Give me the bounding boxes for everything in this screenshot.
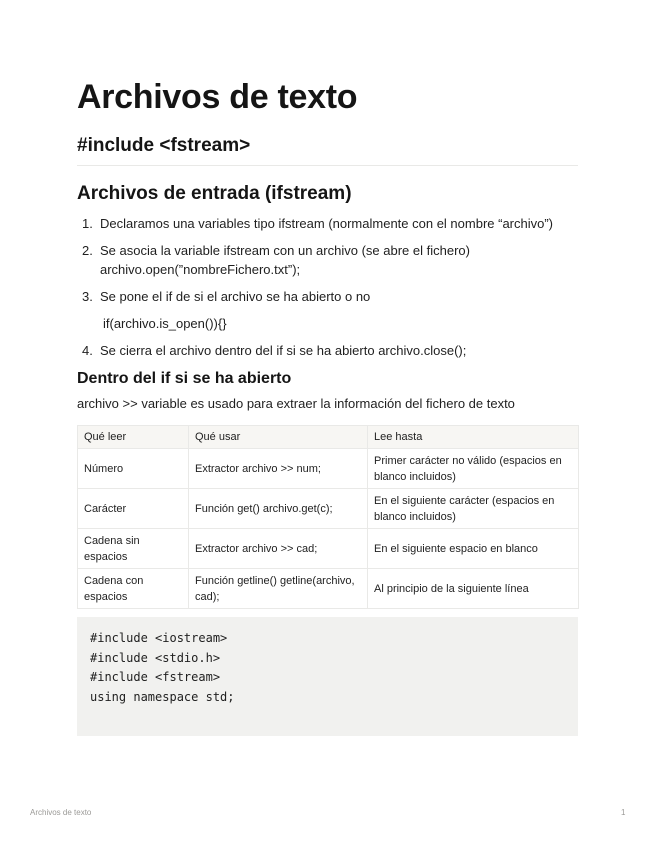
list-item-text: Se asocia la variable ifstream con un archivo (se abre el fichero) archivo.open(”nombreFichero.txt”); bbox=[100, 243, 470, 277]
table-cell: Cadena sin espacios bbox=[78, 529, 189, 569]
table-cell: En el siguiente espacio en blanco bbox=[368, 529, 579, 569]
table-cell: Función getline() getline(archivo, cad); bbox=[189, 569, 368, 609]
list-item-subtext: if(archivo.is_open()){} bbox=[103, 316, 227, 331]
table-cell: Cadena con espacios bbox=[78, 569, 189, 609]
list-item bbox=[77, 214, 578, 233]
list-item-text: Se cierra el archivo dentro del if si se ha abierto archivo.close(); bbox=[100, 343, 467, 358]
table-cell: Al principio de la siguiente línea bbox=[368, 569, 579, 609]
table-header: Qué leer bbox=[78, 426, 189, 449]
list-item bbox=[77, 241, 578, 279]
include-heading: #include <fstream> bbox=[77, 134, 578, 166]
table-row bbox=[78, 569, 579, 609]
section-heading: Archivos de entrada (ifstream) bbox=[77, 183, 352, 204]
table-cell: Extractor archivo >> cad; bbox=[189, 529, 368, 569]
list-number: 3. bbox=[82, 289, 93, 304]
table-cell: Función get() archivo.get(c); bbox=[189, 489, 368, 529]
table-row bbox=[78, 489, 579, 529]
page-content bbox=[77, 74, 578, 736]
table-header: Qué usar bbox=[189, 426, 368, 449]
table-row bbox=[78, 449, 579, 489]
page-title: Archivos de texto bbox=[77, 78, 358, 116]
table-header: Lee hasta bbox=[368, 426, 579, 449]
list-item-text: Declaramos una variables tipo ifstream (normalmente con el nombre “archivo”) bbox=[100, 216, 554, 231]
table-cell: Carácter bbox=[78, 489, 189, 529]
code-line: #include <stdio.h> bbox=[90, 650, 221, 665]
code-line: #include <iostream> bbox=[90, 631, 228, 645]
table-cell: Primer carácter no válido (espacios en blanco incluidos) bbox=[368, 449, 579, 489]
table-cell: Número bbox=[78, 449, 189, 489]
code-line: using namespace std; bbox=[90, 689, 235, 704]
table-cell: En el siguiente carácter (espacios en blanco incluidos) bbox=[368, 489, 579, 529]
list-number: 4. bbox=[82, 343, 93, 358]
page-number: 1 bbox=[621, 808, 626, 817]
list-item bbox=[77, 287, 578, 333]
subsection-heading: Dentro del if si se ha abierto bbox=[77, 370, 292, 387]
list-number: 2. bbox=[82, 243, 93, 258]
footer-title: Archivos de texto bbox=[30, 808, 92, 817]
description-text: archivo >> variable es usado para extraer la información del fichero de texto bbox=[77, 396, 515, 411]
reading-table bbox=[77, 425, 579, 609]
list-item bbox=[77, 341, 578, 360]
steps-list bbox=[77, 214, 578, 360]
code-line: #include <fstream> bbox=[90, 670, 221, 684]
list-item-text: Se pone el if de si el archivo se ha abierto o no bbox=[100, 289, 371, 304]
code-block[interactable] bbox=[77, 617, 578, 736]
list-number: 1. bbox=[82, 216, 93, 231]
table-cell: Extractor archivo >> num; bbox=[189, 449, 368, 489]
table-header-row bbox=[78, 426, 579, 449]
table-row bbox=[78, 529, 579, 569]
